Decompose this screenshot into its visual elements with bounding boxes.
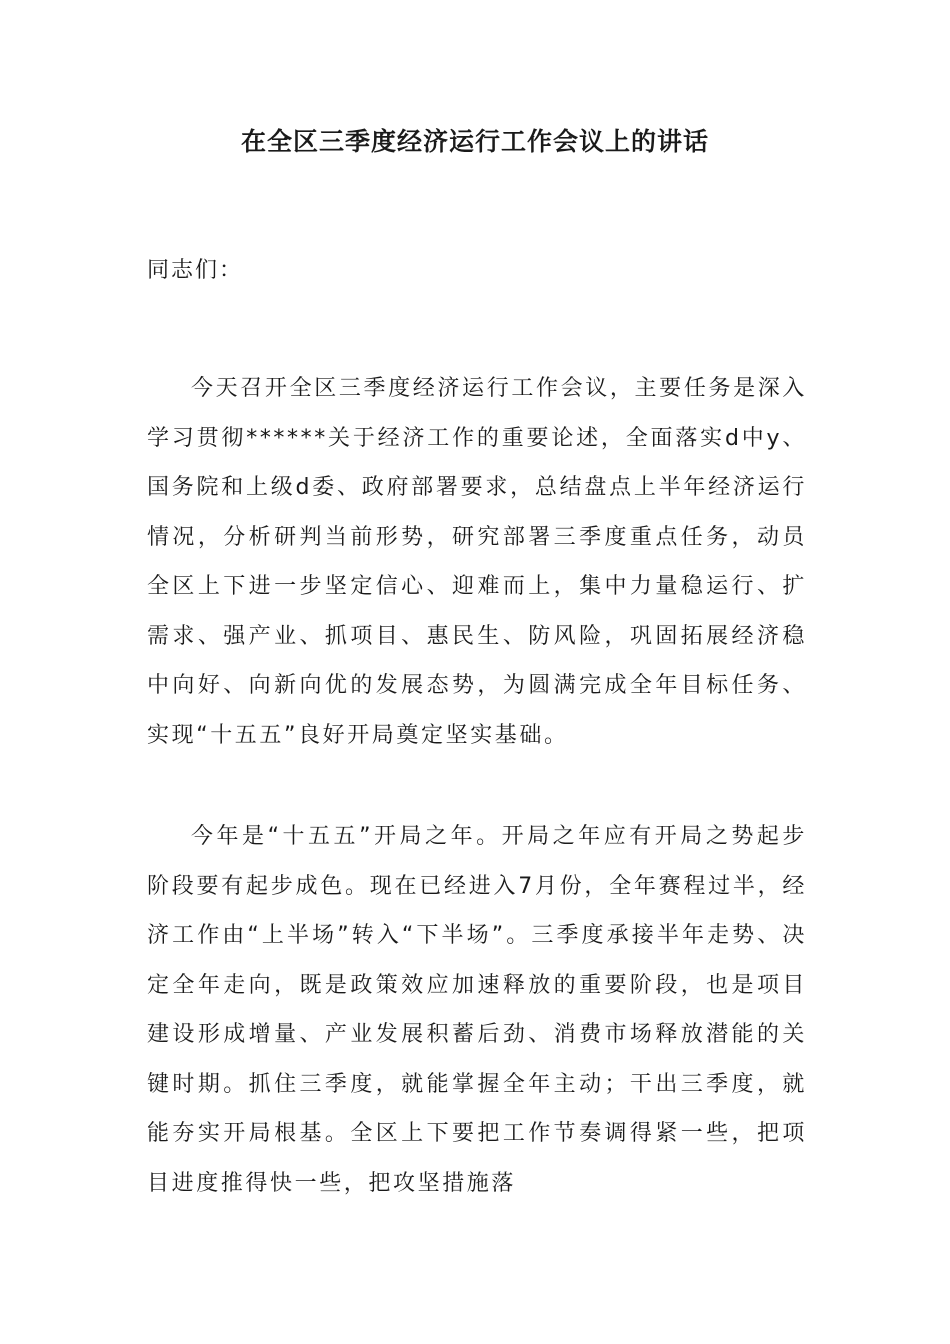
document-title: 在全区三季度经济运行工作会议上的讲话	[240, 127, 709, 156]
body-paragraph-1: 今天召开全区三季度经济运行工作会议，主要任务是深入学习贯彻******关于经济工作的重要论述，全面落实d中y、国务院和上级d委、政府部署要求，总结盘点上半年经济运行情况，分析研判当前形势，研究部署三季度重点任务，动员全区上下进一步坚定信心、迎难而上，集中力量稳运行、扩需求、强产业、抓项目、惠民生、防风险，巩固拓展经济稳中向好、向新向优的发展态势，为圆满完成全年目标任务、实现“十五五”良好开局奠定坚实基础。	[147, 376, 807, 748]
body-paragraph-2: 今年是“十五五”开局之年。开局之年应有开局之势起步阶段要有起步成色。现在已经进入7月份，全年赛程过半，经济工作由“上半场”转入“下半场”。三季度承接半年走势、决定全年走向，既是政策效应加速释放的重要阶段，也是项目建设形成增量、产业发展积蓄后劲、消费市场释放潜能的关键时期。抓住三季度，就能掌握全年主动；干出三季度，就能夯实开局根基。全区上下要把工作节奏调得紧一些，把项目进度推得快一些，把攻坚措施落	[147, 824, 807, 1196]
salutation: 同志们：	[147, 258, 244, 283]
